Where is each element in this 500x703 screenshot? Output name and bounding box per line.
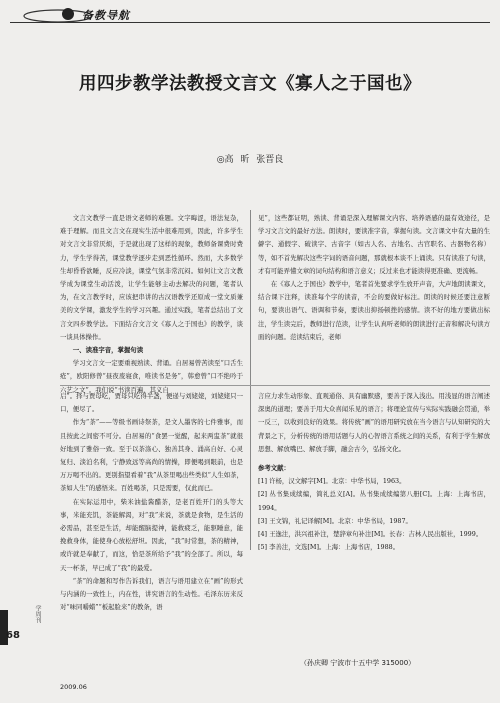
paragraph: 作为“茶”——等级书画诗祭茶，是文人墨客的七件雅事，而且按此之间密不可分。白居易的“食罢一觉醒，起来两盅茶”就很好地到了雅俗一致。至于以茶涤心、独善其身、涌高自好、心灵复归、淡泊名利，宁静致远等高尚的情操，即便喝到眼前，也是万万喝不出的。更别指望看着“我”从茶里喝出些类似“人生如茶，茶如人生”的感悟来。百姓喝茶，只是需要，仅此而已。	[60, 418, 243, 493]
paragraph: 文言文教学一直是语文老师的难题。文字晦涩，语法复杂，难于理解。而且文言文在现实生活中很难用到，因此，许多学生对文言文非常厌烦，于是就出现了这样的现象，教师备课费时费力，学生学得苦，课堂教学逐步走到恶性循环。然而，大多数学生却昏昏欲睡，反应冷淡，课堂气氛非常沉闷。如何让文言文教学成为课堂生动活泼，让学生能够主动去解决的问题，笔者认为，在文言教学时，应该把串讲的古汉语教学还原成一堂文质兼美的文学课，激发学生的学习兴趣。通过实践，笔者总结出了文言文四步教学法。下面结合文言文《寡人之于国也》的教学，谈一谈具体操作。	[60, 214, 243, 341]
reference-item: [1] 许杨，汉文解字[M]。北京：中华书局，1963。	[258, 477, 406, 486]
paragraph: 启”。择与贾母吃，贾母只吃得半盏，便递与刘姥姥，刘姥姥只一口，便尽了。	[60, 392, 243, 414]
header-rule	[10, 22, 490, 23]
reference-item: [4] 王逸注，洪兴祖补注，楚辞章句补注[M]。长春：吉林人民出版社，1999。	[258, 530, 483, 539]
paragraph: 言应力求生动形象、直观通俗、具有幽默感，要善于深入浅出。用浅显的语言阐述深奥的道理；要善于用大众喜闻乐见的语言；将理论宣传与实际实践融会贯通，举一反三，以收到良好的效果。将传统“画”的语用研究放在当今语言与认知研究的大背景之下，分析传统的语用话题与人的心智语言系统之间的关系，有利于学生解放思想、解放嘴巴、解放手脚，融会古今，弘扬文化。	[258, 392, 490, 453]
lower-right-column	[258, 390, 490, 554]
article-title: 用四步教学法教授文言文《寡人之于国也》	[79, 74, 421, 94]
paragraph: 见”，这些都证明，熟读、背诵是深入理解课文内容、培养语感的最有效途径，是学习文言文的最好方法。朗读时，要读准字音，掌握句读。文言课文中有大量的生僻字、通假字、破读字、古音字（如古人名、古地名、古官职名、古器物名称）等，如不首先解决这些字词的语音问题，那就根本谈不上诵读。只有读准了句读，才有可能弄懂文章的词句结构和语言意义；反过来也才能读得更准确、更流畅。	[258, 214, 490, 275]
section-heading: 一、读准字音，掌握句读	[72, 346, 144, 355]
right-column	[258, 212, 490, 344]
column-divider	[250, 210, 251, 550]
paragraph: “茶”的命题和写作告诉我们，语言与语用建立在“画”的形式与内涵的一致性上，内在性，讲究语言的生动性。毛泽东历来反对“味同嚼蜡”“板起脸来”的教条，语	[60, 576, 243, 612]
reference-item: [2] 丛书集成续编，简礼总义[A]。丛书集成续编第八册[C]。上海：上海书店，1994。	[258, 490, 490, 512]
paragraph: 在实际运用中，柴米油盐酱醋茶，是老百姓开门的头等大事，米能充饥，茶能解渴，对“我”来说，茶就是食物，是生活的必需品，甚至是生活，却能醒脑提神，能救疲乏，能驱睡意，能挽救身体，能使身心放松舒坦。因此，“我”时常想，茶的精神，或许就是奉献了，而这，恰是茶所给予“我”的全部了。所以，每天一杯茶，早已成了“我”的最爱。	[60, 497, 243, 572]
paragraph: 在《寡人之于国也》教学中，笔者首先要求学生放开声音，大声地朗读课文，结合课下注释，读准每个字的读音，不会的要做好标注。朗读的时候还要注意断句，要读出语气、语调和节奏，要读出抑扬顿挫的感情。读不好的地方要做出标注，学生读完后，教师进行范读，让学生认真听老师的朗读进行正音和解决句读方面的问题。范读结束后，老师	[258, 280, 490, 341]
journal-side-label: 学周刊	[34, 605, 41, 623]
reference-item: [3] 王文锦，礼记译解[M]。北京：中华书局，1987。	[258, 516, 412, 525]
author-affiliation: （孙庆卿 宁波市十五中学 315000）	[300, 659, 416, 667]
page-number: 68	[6, 630, 20, 641]
article-authors: ◎高 昕 张晋良	[216, 155, 284, 165]
lower-left-column	[60, 390, 243, 614]
reference-item: [5] 李善注，文选[M]。上海：上海书店，1988。	[258, 543, 400, 552]
paragraph: 学习文言文一定要重视熟读、背诵。自居易曾苦读至“口舌生疮”，欧阳修曾“昼夜废寝食，唯读书是务”，韩愈曾“口不绝吟于六艺之文”。我们说“书读百遍，其义自	[60, 359, 243, 394]
issue-date: 2009.06	[60, 683, 87, 691]
page-header	[0, 0, 500, 28]
section-label: 备教导航	[82, 9, 130, 22]
left-column	[60, 212, 243, 397]
section-rule	[60, 385, 490, 386]
references-heading: 参考文献：	[258, 464, 290, 473]
